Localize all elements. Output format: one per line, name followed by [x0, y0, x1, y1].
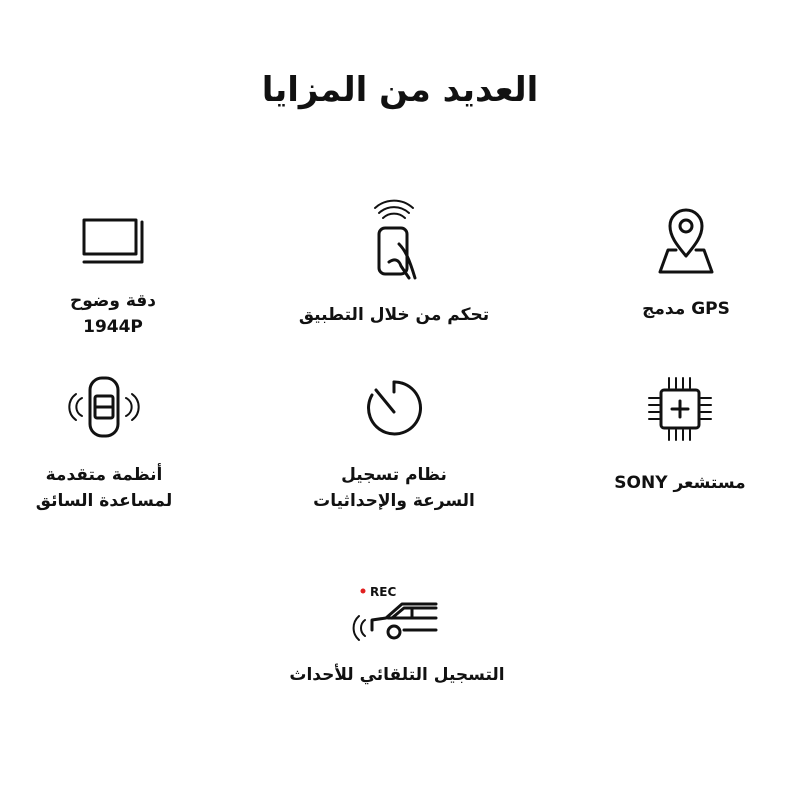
- speedometer-icon: [364, 378, 424, 438]
- feature-speed-logging-label-line2: السرعة والإحداثيات: [313, 491, 475, 511]
- chip-icon: [645, 374, 715, 444]
- map-pin-icon: [656, 206, 716, 276]
- page-title: العديد من المزايا: [261, 70, 539, 110]
- feature-app-control: [274, 204, 514, 328]
- feature-gps-label: GPS مدمج: [642, 299, 730, 319]
- feature-gps: [566, 206, 800, 322]
- feature-app-control-label: تحكم من خلال التطبيق: [298, 305, 490, 325]
- feature-speed-logging: [274, 378, 514, 514]
- feature-sony-sensor: [560, 374, 800, 496]
- rec-dot-icon: [361, 589, 366, 594]
- feature-resolution-label-line2: 1944P: [83, 317, 143, 337]
- feature-driver-assist: [0, 372, 224, 514]
- feature-driver-assist-label-line2: لمساعدة السائق: [35, 491, 173, 511]
- feature-driver-assist-label-line1: أنظمة متقدمة: [45, 465, 163, 485]
- car-rec-icon: [352, 582, 442, 642]
- rec-text: REC: [370, 585, 397, 599]
- feature-auto-recording: [277, 582, 517, 688]
- feature-resolution: [0, 214, 233, 340]
- feature-speed-logging-label-line1: نظام تسجيل: [341, 465, 447, 485]
- feature-auto-recording-label: التسجيل التلقائي للأحداث: [289, 665, 505, 685]
- phone-control-icon: [359, 204, 429, 284]
- feature-resolution-label-line1: دقة وضوح: [70, 291, 156, 311]
- car-sensor-icon: [64, 372, 144, 442]
- screen-resolution-icon: [78, 214, 148, 268]
- feature-sony-sensor-label: مستشعر SONY: [614, 473, 746, 493]
